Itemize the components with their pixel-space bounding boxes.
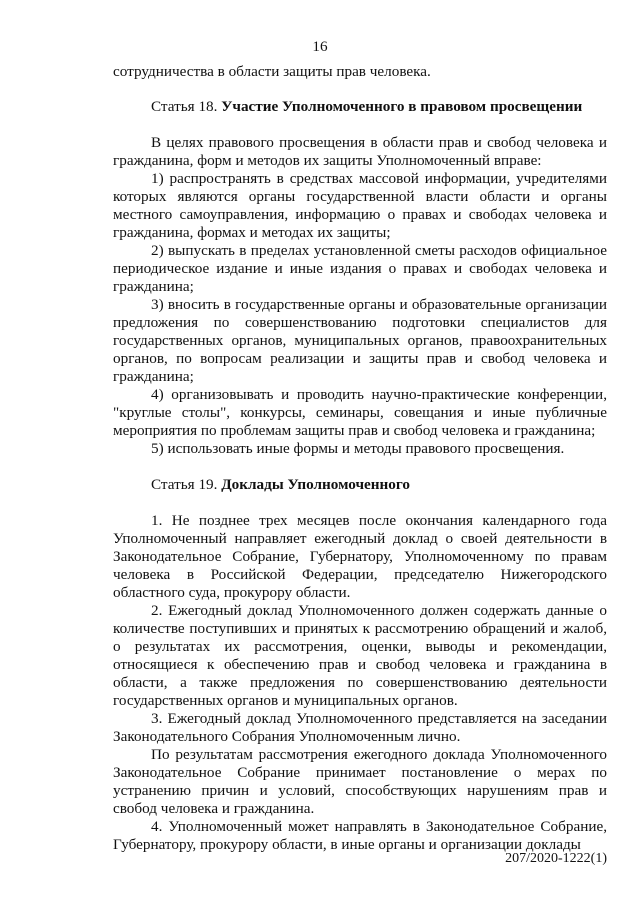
article-19-paragraph-3: 3. Ежегодный доклад Уполномоченного представляется на заседании Законодательного Собрания Уполномоченным лично.	[113, 710, 607, 745]
article-18-prefix: Статья 18.	[151, 98, 218, 115]
page-number: 16	[312, 38, 328, 55]
continuation-text: сотрудничества в области защиты прав человека.	[113, 63, 431, 80]
article-18-item-2: 2) выпускать в пределах установленной сметы расходов официальное периодическое издание и иные издания о правах и свободах человека и гражданина;	[113, 242, 607, 295]
article-19-prefix: Статья 19.	[151, 476, 218, 493]
article-18-item-5: 5) использовать иные формы и методы правового просвещения.	[151, 440, 565, 457]
article-19-paragraph-1: 1. Не позднее трех месяцев после окончания календарного года Уполномоченный направляет ежегодный доклад о своей деятельности в Законодательное Собрание, Губернатору, Уполномоченному по правам человека в Российской Федерации, председателю Нижегородского областного суда, прокурору области.	[113, 512, 607, 601]
article-19-paragraph-4: По результатам рассмотрения ежегодного доклада Уполномоченного Законодательное Собрание принимает постановление о мерах по устранению причин и условий, способствующих нарушениям прав и свобод человека и гражданина.	[113, 746, 607, 817]
article-18-item-1: 1) распространять в средствах массовой информации, учредителями которых являются органы государственной власти области и органы местного самоуправления, информацию о правах и свободах человека и гражданина, формах и методах их защиты;	[113, 170, 607, 241]
article-18-title: Участие Уполномоченного в правовом просвещении	[221, 98, 583, 115]
article-18-heading	[113, 98, 607, 116]
article-18-item-4: 4) организовывать и проводить научно-практические конференции, "круглые столы", конкурсы, семинары, совещания и иные публичные мероприятия по проблемам защиты прав и свобод человека и гражданина;	[113, 386, 607, 439]
article-18-item-3: 3) вносить в государственные органы и образовательные организации предложения по совершенствованию подготовки специалистов для государственных органов, муниципальных органов, правоохранительных органов, по вопросам реализации и защиты прав и свобод человека и гражданина;	[113, 296, 607, 385]
article-18-intro: В целях правового просвещения в области прав и свобод человека и гражданина, форм и методов их защиты Уполномоченный вправе:	[113, 134, 607, 169]
article-19-heading	[113, 476, 607, 494]
article-19-paragraph-2: 2. Ежегодный доклад Уполномоченного должен содержать данные о количестве поступивших и принятых к рассмотрению обращений и жалоб, о результатах их рассмотрения, оценки, выводы и рекомендации, относящиеся к обеспечению прав и свобод человека и гражданина в области, а также предложения по совершенствованию деятельности государственных органов и муниципальных органов.	[113, 602, 607, 709]
article-19-paragraph-5: 4. Уполномоченный может направлять в Законодательное Собрание, Губернатору, прокурору области, в иные органы и организации доклады	[113, 818, 607, 853]
article-19-title: Доклады Уполномоченного	[221, 476, 410, 493]
document-code: 207/2020-1222(1)	[505, 851, 607, 866]
